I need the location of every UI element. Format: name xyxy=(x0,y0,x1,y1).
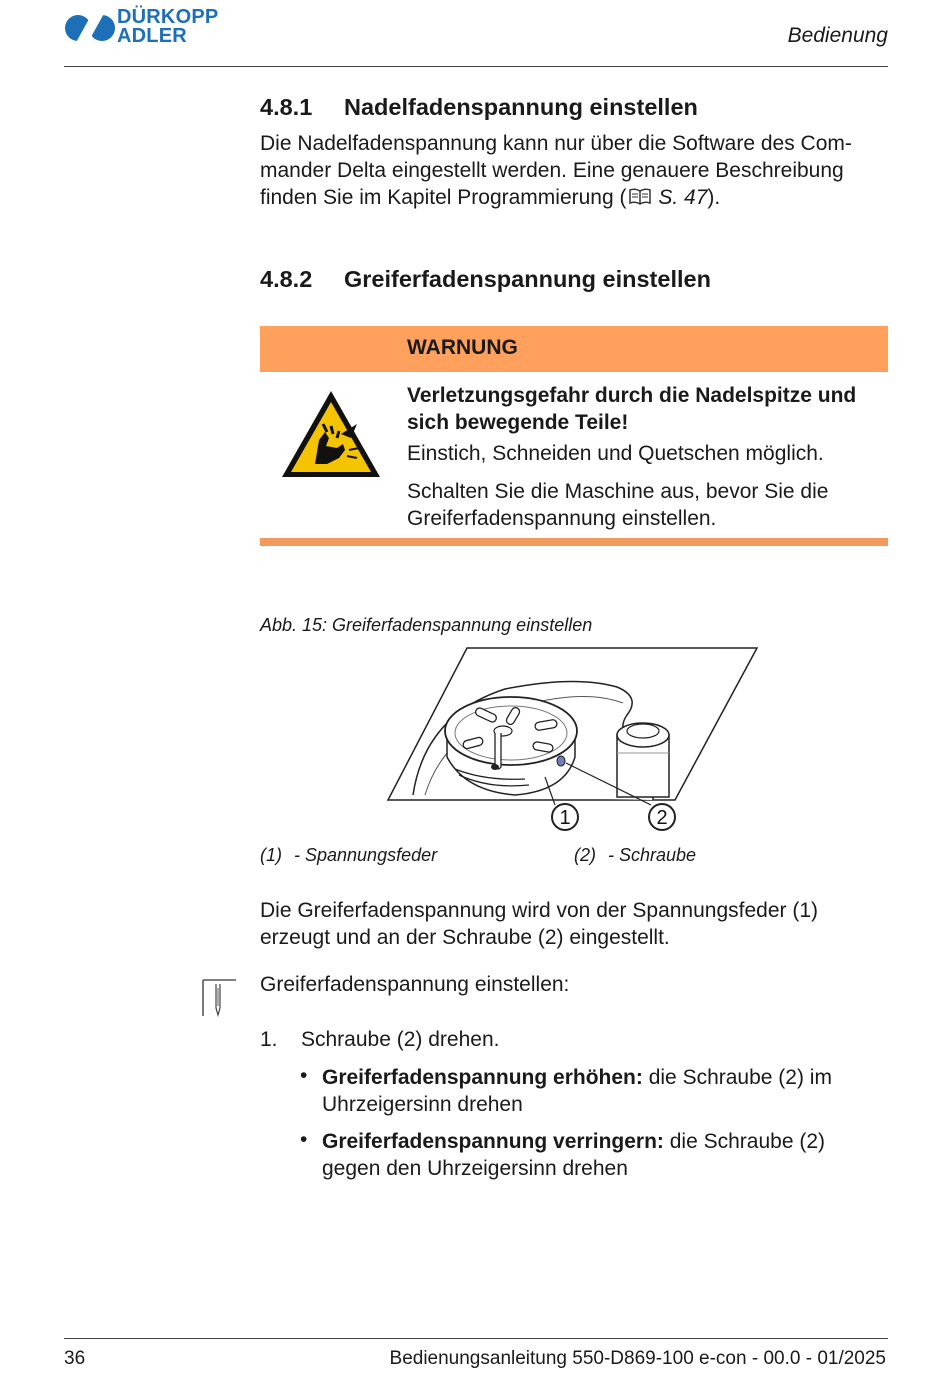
page-number: 36 xyxy=(64,1348,86,1369)
brand-wordmark xyxy=(117,8,218,46)
paragraph-line xyxy=(260,184,888,211)
warning-header-bar xyxy=(260,326,888,372)
task-intro: Greiferfadenspannung einstellen: xyxy=(260,973,570,996)
paragraph-text: finden Sie im Kapitel Programmierung ( xyxy=(260,186,627,209)
bullet-bold: Greiferfadenspannung verringern: xyxy=(322,1130,664,1153)
bullet-item-increase xyxy=(322,1064,882,1118)
warning-text-line: Schalten Sie die Maschine aus, bevor Sie die xyxy=(407,480,829,503)
paragraph-line: Die Nadelfadenspannung kann nur über die Software des Com- xyxy=(260,132,852,155)
page-reference-link[interactable]: S. 47 xyxy=(658,186,708,209)
bullet-item-decrease xyxy=(322,1128,882,1182)
hand-injury-warning-icon xyxy=(279,388,383,480)
paragraph-line: mander Delta eingestellt werden. Eine genauere Beschreibung xyxy=(260,159,844,182)
looper-thread-tension-illustration xyxy=(385,645,765,835)
section-heading-4-8-2 xyxy=(260,266,711,293)
legend-number: (1) xyxy=(260,845,282,865)
callout-2: 2 xyxy=(656,807,668,829)
paragraph-line: erzeugt und an der Schraube (2) eingestellt. xyxy=(260,926,670,949)
document-id: Bedienungsanleitung 550-D869-100 e-con - 00.0 - 01/2025 xyxy=(389,1348,886,1369)
brand-logo xyxy=(64,8,234,50)
brand-line1: DÜRKOPP xyxy=(117,6,219,28)
paragraph-text: ). xyxy=(707,186,721,209)
bullet-bold: Greiferfadenspannung erhöhen: xyxy=(322,1066,643,1089)
header-rule xyxy=(64,66,888,67)
section-4-8-1-paragraph xyxy=(260,130,888,211)
warning-heading-line: Verletzungsgefahr durch die Nadelspitze und xyxy=(407,384,857,407)
footer-rule xyxy=(64,1338,888,1339)
legend-label: - Schraube xyxy=(608,845,697,865)
warning-text-line: Greiferfadenspannung einstellen. xyxy=(407,507,717,530)
step-number: 1. xyxy=(260,1028,278,1051)
legend-number: (2) xyxy=(574,845,596,865)
warning-text-2 xyxy=(407,478,877,532)
warning-text-1: Einstich, Schneiden und Quetschen möglich. xyxy=(407,442,824,465)
description-paragraph xyxy=(260,897,888,951)
bullet-line: gegen den Uhrzeigersinn drehen xyxy=(322,1157,628,1180)
legend-item-1 xyxy=(260,845,437,866)
section-heading-4-8-1 xyxy=(260,94,698,121)
task-needle-icon xyxy=(200,978,238,1018)
warning-label: WARNUNG xyxy=(407,336,518,359)
callout-1: 1 xyxy=(559,807,571,829)
brand-logo-icon xyxy=(64,8,116,48)
bullet-line xyxy=(322,1064,882,1091)
header-section-title: Bedienung xyxy=(787,24,888,47)
warning-heading-line: sich bewegende Teile! xyxy=(407,411,629,434)
section-number: 4.8.2 xyxy=(260,266,313,292)
bullet-line xyxy=(322,1128,882,1155)
bullet-text: die Schraube (2) xyxy=(663,1130,825,1153)
paragraph-line: Die Greiferfadenspannung wird von der Spannungsfeder (1) xyxy=(260,899,819,922)
book-icon xyxy=(629,188,651,205)
bullet-text: die Schraube (2) im xyxy=(642,1066,832,1089)
figure-caption: Abb. 15: Greiferfadenspannung einstellen xyxy=(260,615,593,635)
bullet-marker: • xyxy=(300,1128,308,1151)
section-title: Greiferfadenspannung einstellen xyxy=(344,266,711,292)
bullet-line: Uhrzeigersinn drehen xyxy=(322,1093,523,1116)
section-title: Nadelfadenspannung einstellen xyxy=(344,94,698,120)
warning-bottom-bar xyxy=(260,538,888,546)
legend-item-2 xyxy=(574,845,696,866)
brand-line2: ADLER xyxy=(117,25,187,47)
warning-heading xyxy=(407,382,877,436)
section-number: 4.8.1 xyxy=(260,94,313,120)
bullet-marker: • xyxy=(300,1064,308,1087)
step-text: Schraube (2) drehen. xyxy=(301,1028,500,1051)
legend-label: - Spannungsfeder xyxy=(294,845,438,865)
